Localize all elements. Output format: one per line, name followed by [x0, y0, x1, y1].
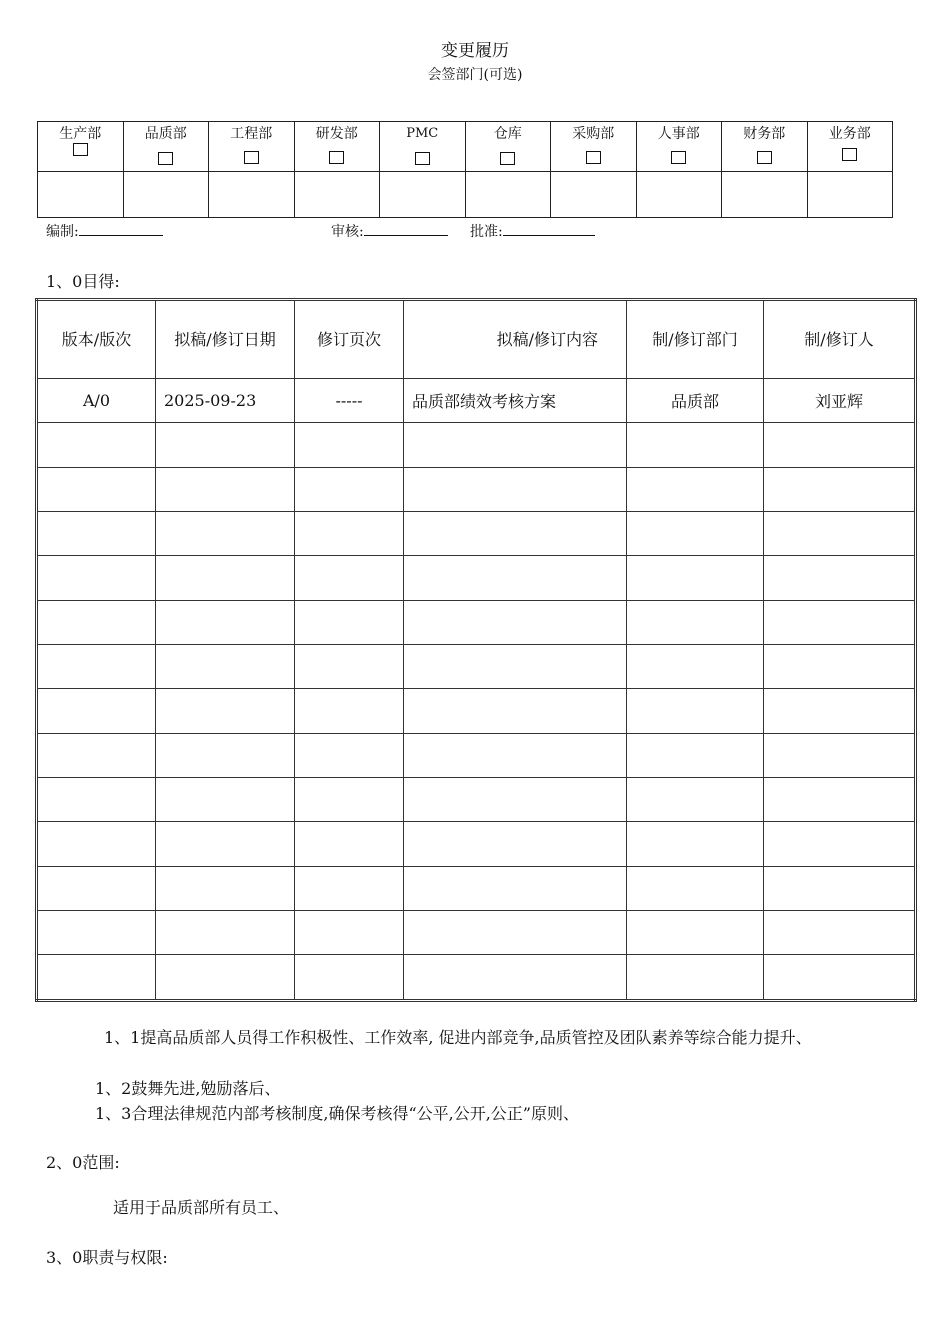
approve-field — [470, 221, 595, 241]
section1-item-1 — [46, 1027, 906, 1049]
table-cell[interactable] — [764, 689, 916, 733]
column-header: 制/修订人 — [764, 300, 916, 379]
department-label: 采购部 — [572, 126, 615, 142]
table-cell[interactable] — [37, 556, 156, 600]
table-cell[interactable] — [764, 467, 916, 511]
table-header-row — [37, 300, 916, 379]
table-cell[interactable] — [764, 911, 916, 955]
table-cell[interactable] — [156, 778, 295, 822]
review-signature-line[interactable] — [364, 221, 448, 236]
checkbox-icon[interactable] — [500, 152, 515, 165]
column-header: 版本/版次 — [37, 300, 156, 379]
table-cell[interactable] — [156, 645, 295, 689]
compile-signature-line[interactable] — [79, 221, 163, 236]
table-cell[interactable] — [37, 733, 156, 777]
table-cell[interactable] — [295, 955, 404, 1001]
table-row — [37, 645, 916, 689]
table-row — [37, 600, 916, 644]
page-subtitle: 会签部门(可选) — [427, 67, 523, 83]
column-header: 制/修订部门 — [627, 300, 764, 379]
revision-history-table — [35, 298, 917, 1002]
section2-text: 适用于品质部所有员工、 — [113, 1198, 290, 1217]
table-cell[interactable] — [295, 733, 404, 777]
table-row — [37, 733, 916, 777]
table-cell[interactable] — [764, 556, 916, 600]
table-cell[interactable] — [404, 512, 627, 556]
checkbox-icon[interactable] — [586, 151, 601, 164]
department-cell[interactable] — [294, 122, 380, 172]
checkbox-icon[interactable] — [842, 148, 857, 161]
table-cell[interactable] — [627, 955, 764, 1001]
signature-cell[interactable] — [209, 172, 295, 218]
table-cell[interactable] — [404, 467, 627, 511]
table-cell[interactable] — [627, 645, 764, 689]
table-cell[interactable]: A/0 — [37, 379, 156, 423]
department-label: 研发部 — [315, 126, 358, 142]
table-cell[interactable] — [295, 822, 404, 866]
table-cell[interactable] — [37, 467, 156, 511]
table-cell[interactable] — [156, 600, 295, 644]
table-cell[interactable] — [627, 600, 764, 644]
department-cell[interactable] — [209, 122, 295, 172]
checkbox-icon[interactable] — [244, 151, 259, 164]
table-cell[interactable] — [404, 556, 627, 600]
department-label: PMC — [406, 126, 439, 141]
checkbox-icon[interactable] — [73, 143, 88, 156]
table-cell[interactable] — [156, 911, 295, 955]
department-cell[interactable] — [123, 122, 209, 172]
table-cell[interactable] — [156, 423, 295, 467]
table-cell[interactable] — [627, 467, 764, 511]
table-row — [37, 423, 916, 467]
table-cell[interactable] — [627, 423, 764, 467]
table-cell[interactable] — [156, 556, 295, 600]
table-cell[interactable] — [295, 645, 404, 689]
table-cell[interactable] — [156, 822, 295, 866]
table-cell[interactable] — [404, 866, 627, 910]
table-cell[interactable] — [627, 512, 764, 556]
table-cell[interactable] — [37, 822, 156, 866]
table-cell[interactable] — [295, 512, 404, 556]
table-cell[interactable] — [404, 955, 627, 1001]
table-cell[interactable] — [627, 822, 764, 866]
department-cell[interactable] — [807, 122, 893, 172]
table-cell[interactable] — [627, 733, 764, 777]
table-cell[interactable] — [37, 645, 156, 689]
table-cell[interactable] — [37, 955, 156, 1001]
table-cell[interactable] — [404, 645, 627, 689]
table-cell[interactable] — [627, 556, 764, 600]
department-cell[interactable] — [722, 122, 808, 172]
column-header: 拟稿/修订日期 — [156, 300, 295, 379]
table-cell[interactable] — [37, 866, 156, 910]
signature-cell[interactable] — [465, 172, 551, 218]
table-cell[interactable] — [156, 955, 295, 1001]
approve-signature-line[interactable] — [503, 221, 595, 236]
department-cell[interactable] — [38, 122, 124, 172]
table-cell[interactable] — [404, 600, 627, 644]
department-cell[interactable] — [636, 122, 722, 172]
department-label: 品质部 — [144, 126, 187, 142]
signature-cell[interactable] — [722, 172, 808, 218]
table-row — [37, 822, 916, 866]
table-cell[interactable] — [404, 423, 627, 467]
signature-cell[interactable] — [123, 172, 209, 218]
table-row — [37, 379, 916, 423]
table-row — [37, 467, 916, 511]
table-cell[interactable] — [37, 689, 156, 733]
department-label: 财务部 — [743, 126, 786, 142]
signature-cell[interactable] — [38, 172, 124, 218]
table-row — [37, 512, 916, 556]
table-cell[interactable] — [156, 467, 295, 511]
table-cell[interactable] — [37, 778, 156, 822]
table-cell[interactable] — [764, 866, 916, 910]
approve-label: 批准: — [470, 224, 503, 240]
checkbox-icon[interactable] — [158, 152, 173, 165]
table-row — [37, 689, 916, 733]
table-row — [37, 955, 916, 1001]
section1-item-3: 1、3合理法律规范内部考核制度,确保考核得“公平,公开,公正”原则、 — [95, 1104, 579, 1123]
table-cell[interactable]: ----- — [295, 379, 404, 423]
department-label: 人事部 — [657, 126, 700, 142]
review-label: 审核: — [331, 224, 364, 240]
table-row — [37, 866, 916, 910]
table-cell[interactable] — [764, 600, 916, 644]
department-name-row — [38, 122, 893, 172]
department-label: 仓库 — [493, 126, 522, 142]
table-cell[interactable] — [764, 733, 916, 777]
review-field — [331, 221, 448, 241]
table-cell[interactable] — [764, 512, 916, 556]
page-title: 变更履历 — [441, 41, 509, 61]
table-cell[interactable] — [295, 600, 404, 644]
table-cell[interactable] — [295, 866, 404, 910]
table-cell[interactable]: 刘亚辉 — [764, 379, 916, 423]
signature-cell[interactable] — [636, 172, 722, 218]
section2-heading: 2、0范围: — [46, 1153, 120, 1172]
signature-cell[interactable] — [294, 172, 380, 218]
department-cell[interactable] — [465, 122, 551, 172]
section1-heading: 1、0目得: — [46, 272, 120, 291]
department-cell[interactable] — [380, 122, 466, 172]
table-cell[interactable] — [404, 733, 627, 777]
column-header: 拟稿/修订内容 — [404, 300, 627, 379]
table-cell[interactable] — [764, 645, 916, 689]
table-cell[interactable] — [295, 467, 404, 511]
table-cell[interactable] — [156, 512, 295, 556]
table-cell[interactable] — [404, 911, 627, 955]
table-cell[interactable] — [295, 556, 404, 600]
table-cell[interactable] — [37, 911, 156, 955]
signature-cell[interactable] — [380, 172, 466, 218]
table-cell[interactable] — [627, 866, 764, 910]
table-cell[interactable] — [295, 689, 404, 733]
checkbox-icon[interactable] — [757, 151, 772, 164]
checkbox-icon[interactable] — [671, 151, 686, 164]
table-cell[interactable] — [295, 778, 404, 822]
table-cell[interactable] — [764, 822, 916, 866]
section1-item-2: 1、2鼓舞先进,勉励落后、 — [95, 1079, 281, 1098]
section1-item-text: 1、1提高品质部人员得工作积极性、工作效率, 促进内部竞争,品质管控及团队素养等综合能力提升、 — [104, 1028, 812, 1047]
table-cell[interactable] — [156, 866, 295, 910]
table-cell[interactable] — [37, 600, 156, 644]
table-cell[interactable] — [37, 512, 156, 556]
table-cell[interactable] — [295, 911, 404, 955]
table-cell[interactable] — [37, 423, 156, 467]
table-row — [37, 556, 916, 600]
table-cell[interactable] — [295, 423, 404, 467]
table-row — [37, 778, 916, 822]
table-row — [37, 911, 916, 955]
department-label: 工程部 — [230, 126, 273, 142]
table-cell[interactable] — [627, 911, 764, 955]
compile-field — [46, 221, 163, 241]
department-signature-row — [38, 172, 893, 218]
table-cell[interactable] — [156, 733, 295, 777]
signature-cell[interactable] — [551, 172, 637, 218]
table-cell[interactable] — [627, 689, 764, 733]
table-cell[interactable] — [404, 822, 627, 866]
department-label: 业务部 — [828, 126, 871, 142]
table-cell[interactable] — [404, 778, 627, 822]
table-cell[interactable] — [764, 955, 916, 1001]
table-cell[interactable] — [764, 423, 916, 467]
signature-cell[interactable] — [807, 172, 893, 218]
table-cell[interactable]: 品质部绩效考核方案 — [404, 379, 627, 423]
column-header: 修订页次 — [295, 300, 404, 379]
table-cell[interactable] — [156, 689, 295, 733]
compile-label: 编制: — [46, 224, 79, 240]
table-cell[interactable]: 品质部 — [627, 379, 764, 423]
table-cell[interactable] — [627, 778, 764, 822]
checkbox-icon[interactable] — [329, 151, 344, 164]
table-cell[interactable]: 2025-09-23 — [156, 379, 295, 423]
department-cell[interactable] — [551, 122, 637, 172]
table-cell[interactable] — [764, 778, 916, 822]
checkbox-icon[interactable] — [415, 152, 430, 165]
table-cell[interactable] — [404, 689, 627, 733]
section3-heading: 3、0职责与权限: — [46, 1248, 168, 1267]
department-label: 生产部 — [59, 126, 102, 142]
signoff-departments-table — [37, 121, 893, 218]
